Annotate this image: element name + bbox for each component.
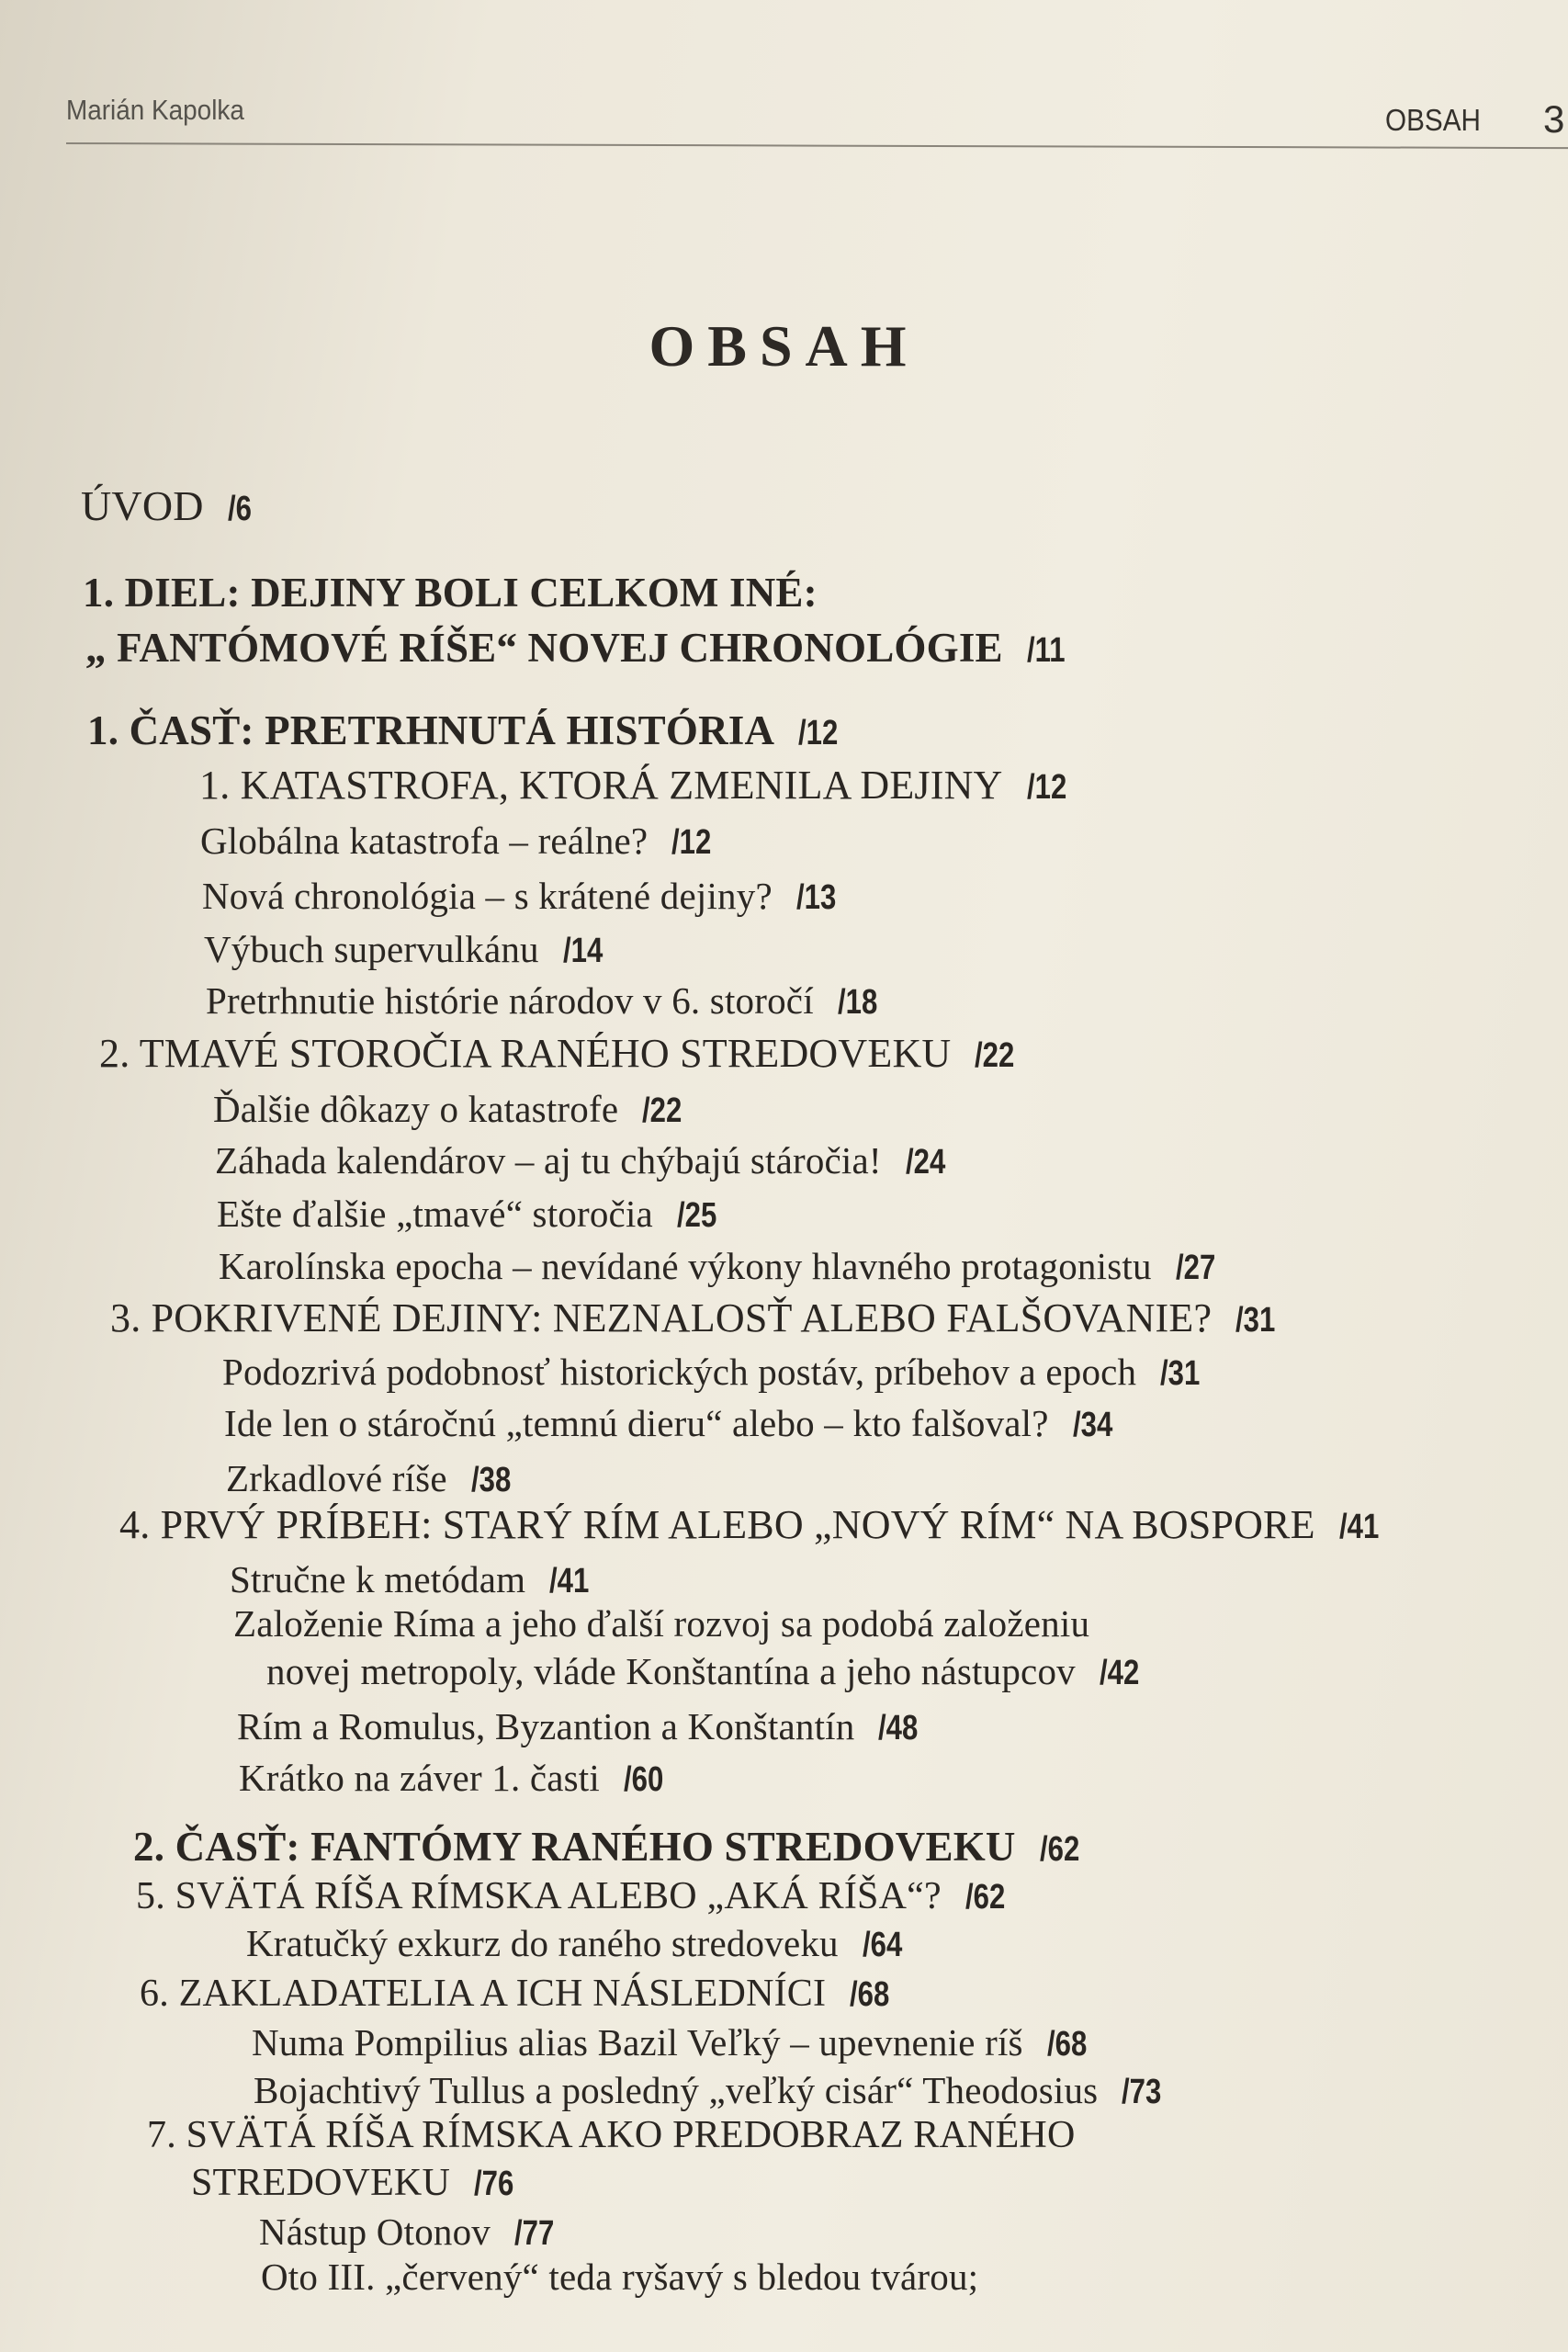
toc-entry <box>140 1972 898 2016</box>
toc-entry-page: /64 <box>862 1926 903 1964</box>
toc-entry <box>266 1650 1148 1694</box>
toc-entry <box>233 1602 1089 1645</box>
toc-entry-text: „ FANTÓMOVÉ RÍŠE“ NOVEJ CHRONOLÓGIE <box>85 625 1003 671</box>
toc-entry <box>224 1402 1122 1446</box>
toc-entry-text: 1. KATASTROFA, KTORÁ ZMENILA DEJINY <box>199 763 1003 808</box>
toc-entry <box>237 1705 927 1749</box>
toc-entry <box>136 1874 1014 1918</box>
toc-entry <box>83 570 818 617</box>
toc-entry-page: /48 <box>878 1709 919 1747</box>
toc-entry-text: Stručne k metódam <box>230 1558 526 1600</box>
toc-entry-text: Ešte ďalšie „tmavé“ storočia <box>217 1193 653 1235</box>
toc-entry-text: 5. SVÄTÁ RÍŠA RÍMSKA ALEBO „AKÁ RÍŠA“? <box>136 1875 942 1917</box>
toc-entry-text: Kratučký exkurz do raného stredoveku <box>246 1922 839 1964</box>
toc-entry <box>239 1757 672 1801</box>
toc-entry <box>81 482 256 531</box>
toc-entry-page: /12 <box>798 714 839 752</box>
toc-entry-text: Ďalšie dôkazy o katastrofe <box>213 1088 619 1130</box>
toc-entry-page: /31 <box>1160 1354 1201 1393</box>
toc-entry-text: Numa Pompilius alias Bazil Veľký – upevnenie ríš <box>252 2021 1023 2064</box>
toc-entry-text: Výbuch supervulkánu <box>204 928 539 970</box>
toc-entry <box>133 1824 1088 1871</box>
toc-entry-text: novej metropoly, vláde Konštantína a jeho nástupcov <box>266 1650 1076 1692</box>
toc-entry <box>87 707 847 755</box>
toc-entry-page: /22 <box>975 1036 1015 1075</box>
page-title: OBSAH <box>649 313 919 379</box>
toc-entry-text: 6. ZAKLADATELIA A ICH NÁSLEDNÍCI <box>140 1973 827 2015</box>
toc-entry <box>85 625 1074 673</box>
toc-entry-text: 3. POKRIVENÉ DEJINY: NEZNALOSŤ ALEBO FALŠOVANIE? <box>110 1295 1213 1340</box>
toc-entry-page: /6 <box>227 490 252 528</box>
toc-entry <box>252 2021 1096 2065</box>
running-header-section: OBSAH <box>1385 103 1481 137</box>
toc-entry <box>219 1245 1224 1289</box>
toc-entry-text: Založenie Ríma a jeho ďalší rozvoj sa podobá založeniu <box>233 1602 1090 1645</box>
toc-entry-text: 4. PRVÝ PRÍBEH: STARÝ RÍM ALEBO „NOVÝ RÍM“ NA BOSPORE <box>119 1502 1315 1547</box>
toc-entry-text: Bojachtivý Tullus a posledný „veľký cisár“ Theodosius <box>254 2069 1099 2111</box>
toc-entry <box>254 2069 1170 2113</box>
toc-entry-page: /12 <box>671 823 712 862</box>
toc-entry-text: Karolínska epocha – nevídané výkony hlavného protagonistu <box>219 1245 1152 1287</box>
toc-entry-text: Rím a Romulus, Byzantion a Konštantín <box>237 1705 855 1747</box>
toc-entry-page: /38 <box>470 1461 512 1499</box>
toc-entry <box>204 928 612 972</box>
toc-entry-page: /41 <box>549 1562 590 1600</box>
toc-entry-page: /25 <box>676 1196 717 1235</box>
toc-entry-text: STREDOVEKU <box>191 2162 450 2204</box>
toc-entry-page: /14 <box>562 932 604 970</box>
toc-entry-page: /12 <box>1026 768 1066 807</box>
toc-entry <box>110 1295 1284 1342</box>
toc-entry-text: Záhada kalendárov – aj tu chýbajú stáročia! <box>215 1139 882 1182</box>
toc-entry-page: /42 <box>1099 1654 1140 1692</box>
toc-entry <box>230 1558 598 1602</box>
toc-entry-page: /13 <box>795 878 837 917</box>
toc-entry <box>99 1031 1023 1078</box>
running-header-author: Marián Kapolka <box>66 94 244 126</box>
toc-entry <box>191 2161 523 2205</box>
toc-entry <box>217 1193 726 1237</box>
toc-entry-text: Nová chronológia – s krátené dejiny? <box>202 875 773 917</box>
toc-entry <box>202 875 845 919</box>
toc-entry-text: 1. DIEL: DEJINY BOLI CELKOM INÉ: <box>83 570 818 616</box>
toc-entry <box>259 2211 563 2255</box>
toc-entry-page: /62 <box>1039 1830 1079 1869</box>
toc-entry-page: /18 <box>837 983 878 1022</box>
toc-entry-text: 2. ČASŤ: FANTÓMY RANÉHO STREDOVEKU <box>133 1824 1016 1870</box>
toc-entry-page: /22 <box>642 1091 682 1130</box>
toc-entry <box>213 1088 691 1132</box>
toc-entry <box>199 763 1075 809</box>
toc-entry-text: Zrkadlové ríše <box>226 1457 447 1499</box>
toc-entry <box>119 1502 1388 1549</box>
toc-entry <box>206 979 886 1023</box>
toc-entry-page: /24 <box>905 1143 946 1182</box>
toc-entry-page: /41 <box>1338 1508 1380 1546</box>
toc-entry-page: /77 <box>514 2214 555 2253</box>
toc-entry-text: Pretrhnutie histórie národov v 6. storočí <box>206 979 814 1022</box>
toc-entry-text: 2. TMAVÉ STOROČIA RANÉHO STREDOVEKU <box>99 1031 952 1076</box>
toc-entry <box>246 1922 911 1966</box>
toc-entry <box>215 1139 954 1183</box>
toc-entry-text: 7. SVÄTÁ RÍŠA RÍMSKA AKO PREDOBRAZ RANÉHO <box>147 2114 1076 2156</box>
toc-entry-text: Ide len o stáročnú „temnú dieru“ alebo – kto falšoval? <box>224 1402 1049 1444</box>
toc-entry-text: Podozrivá podobnosť historických postáv, príbehov a epoch <box>222 1351 1137 1393</box>
toc-entry <box>226 1457 520 1501</box>
toc-entry-text: Globálna katastrofa – reálne? <box>200 820 649 862</box>
toc-entry <box>147 2113 1076 2157</box>
toc-entry-page: /76 <box>474 2165 514 2203</box>
toc-entry-page: /60 <box>623 1760 664 1799</box>
toc-entry <box>222 1351 1209 1395</box>
toc-entry <box>261 2256 978 2299</box>
toc-entry-page: /68 <box>1046 2025 1088 2064</box>
toc-entry-page: /31 <box>1235 1301 1276 1340</box>
toc-entry <box>200 820 720 864</box>
toc-entry-text: 1. ČASŤ: PRETRHNUTÁ HISTÓRIA <box>87 707 775 753</box>
toc-entry-text: ÚVOD <box>81 482 204 529</box>
toc-entry-page: /27 <box>1175 1249 1215 1287</box>
toc-entry-page: /62 <box>964 1878 1006 1917</box>
toc-entry-page: /68 <box>850 1975 890 2014</box>
toc-entry-page: /73 <box>1122 2073 1162 2111</box>
toc-entry-page: /11 <box>1026 631 1066 670</box>
toc-entry-text: Oto III. „červený“ teda ryšavý s bledou tvárou; <box>261 2256 979 2298</box>
toc-entry-text: Krátko na záver 1. časti <box>239 1757 600 1799</box>
page-number: 3 <box>1543 97 1565 141</box>
toc-entry-page: /34 <box>1072 1406 1112 1444</box>
toc-entry-text: Nástup Otonov <box>259 2211 491 2253</box>
